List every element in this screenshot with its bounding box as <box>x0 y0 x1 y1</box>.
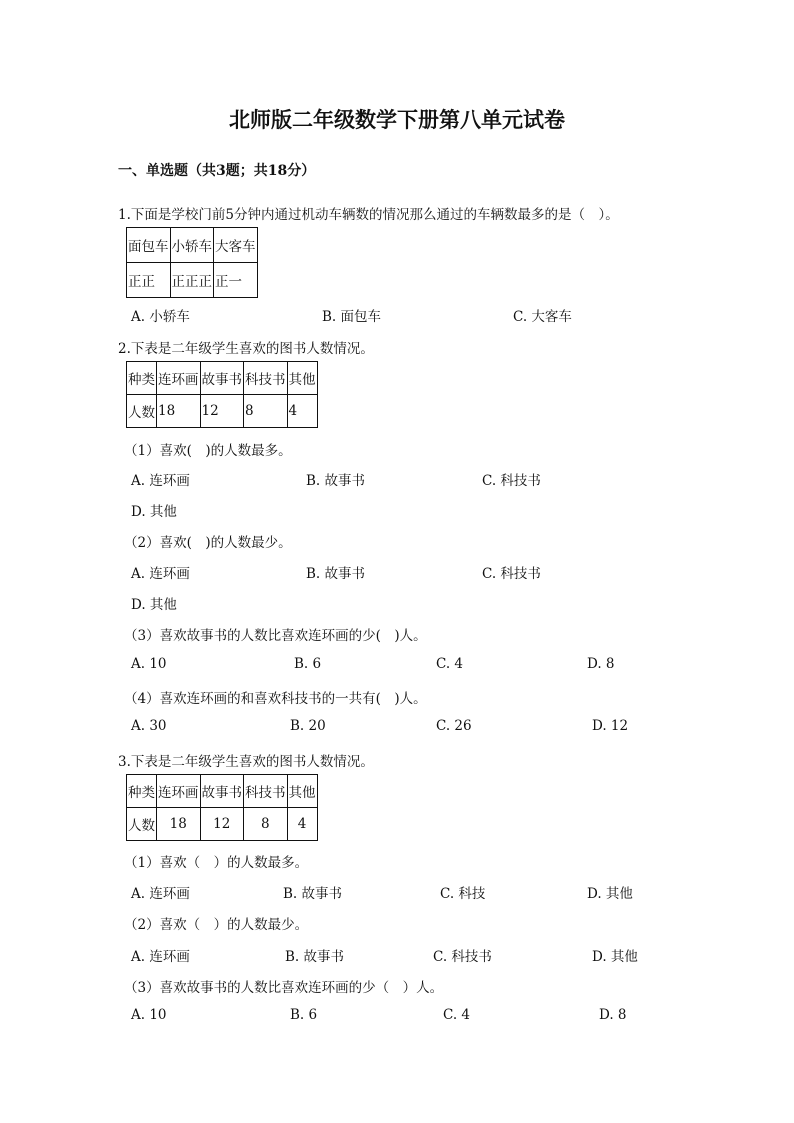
option[interactable]: A. 10 <box>131 656 167 672</box>
option[interactable]: C. 科技书 <box>482 566 541 582</box>
table-cell: 正一 <box>214 263 258 298</box>
sub-question: （1）喜欢（ ）的人数最多。 <box>124 855 309 871</box>
table-cell: 连环画 <box>157 775 201 808</box>
table-cell: 4 <box>287 395 317 428</box>
option[interactable]: B. 故事书 <box>283 886 343 902</box>
table-cell: 人数 <box>127 808 157 841</box>
option[interactable]: B. 故事书 <box>306 566 366 582</box>
option[interactable]: B. 6 <box>294 656 322 672</box>
page-title: 北师版二年级数学下册第八单元试卷 <box>229 107 565 132</box>
sub-question: （2）喜欢（ ）的人数最少。 <box>124 917 309 933</box>
question-2-table <box>126 361 318 428</box>
option[interactable]: C. 26 <box>436 718 472 734</box>
table-row <box>127 228 258 263</box>
option[interactable]: C. 4 <box>443 1007 471 1023</box>
option[interactable]: B. 20 <box>290 718 326 734</box>
table-cell: 种类 <box>127 775 157 808</box>
table-cell: 正正正 <box>170 263 214 298</box>
option[interactable]: A. 连环画 <box>131 886 190 902</box>
table-cell: 其他 <box>287 362 317 395</box>
question-1-stem: 1.下面是学校门前5分钟内通过机动车辆数的情况那么通过的车辆数最多的是（ ）。 <box>118 207 619 223</box>
table-cell: 18 <box>157 808 201 841</box>
table-row <box>127 362 318 395</box>
table-cell: 小轿车 <box>170 228 214 263</box>
table-cell: 8 <box>244 808 288 841</box>
table-row <box>127 395 318 428</box>
table-cell: 故事书 <box>200 362 244 395</box>
option[interactable]: A. 小轿车 <box>131 309 190 325</box>
table-cell: 12 <box>200 808 244 841</box>
option[interactable]: A. 10 <box>131 1007 167 1023</box>
option[interactable]: C. 4 <box>436 656 464 672</box>
option[interactable]: D. 12 <box>592 718 629 734</box>
option[interactable]: D. 其他 <box>131 504 177 520</box>
table-row <box>127 263 258 298</box>
option[interactable]: A. 连环画 <box>131 566 190 582</box>
sub-question: （2）喜欢( )的人数最少。 <box>124 535 292 551</box>
option[interactable]: D. 8 <box>599 1007 627 1023</box>
table-cell: 其他 <box>287 775 317 808</box>
option[interactable]: C. 大客车 <box>513 309 572 325</box>
option[interactable]: B. 故事书 <box>285 949 345 965</box>
table-cell: 12 <box>200 395 244 428</box>
option[interactable]: A. 30 <box>131 718 167 734</box>
sub-question: （1）喜欢( )的人数最多。 <box>124 443 292 459</box>
option[interactable]: D. 其他 <box>592 949 638 965</box>
option[interactable]: C. 科技书 <box>433 949 492 965</box>
option[interactable]: C. 科技书 <box>482 473 541 489</box>
option[interactable]: B. 6 <box>290 1007 318 1023</box>
table-cell: 人数 <box>127 395 157 428</box>
table-cell: 18 <box>157 395 201 428</box>
table-cell: 8 <box>244 395 288 428</box>
question-2-stem: 2.下表是二年级学生喜欢的图书人数情况。 <box>118 341 374 357</box>
table-cell: 科技书 <box>244 775 288 808</box>
option[interactable]: D. 8 <box>587 656 615 672</box>
table-cell: 面包车 <box>127 228 171 263</box>
option[interactable]: B. 故事书 <box>306 473 366 489</box>
section-heading: 一、单选题（共3题；共18分） <box>118 163 316 179</box>
table-cell: 4 <box>287 808 317 841</box>
table-cell: 正正 <box>127 263 171 298</box>
table-cell: 故事书 <box>200 775 244 808</box>
table-cell: 连环画 <box>157 362 201 395</box>
table-cell: 大客车 <box>214 228 258 263</box>
option[interactable]: B. 面包车 <box>322 309 382 325</box>
option[interactable]: C. 科技 <box>440 886 486 902</box>
table-row <box>127 775 318 808</box>
question-3-stem: 3.下表是二年级学生喜欢的图书人数情况。 <box>118 754 374 770</box>
sub-question: （3）喜欢故事书的人数比喜欢连环画的少( )人。 <box>124 628 427 644</box>
table-row <box>127 808 318 841</box>
sub-question: （4）喜欢连环画的和喜欢科技书的一共有( )人。 <box>124 691 427 707</box>
question-1-table <box>126 227 258 298</box>
option[interactable]: D. 其他 <box>587 886 633 902</box>
table-cell: 科技书 <box>244 362 288 395</box>
option[interactable]: A. 连环画 <box>131 473 190 489</box>
question-3-table <box>126 774 318 841</box>
table-cell: 种类 <box>127 362 157 395</box>
option[interactable]: D. 其他 <box>131 597 177 613</box>
option[interactable]: A. 连环画 <box>131 949 190 965</box>
sub-question: （3）喜欢故事书的人数比喜欢连环画的少（ ）人。 <box>124 980 444 996</box>
